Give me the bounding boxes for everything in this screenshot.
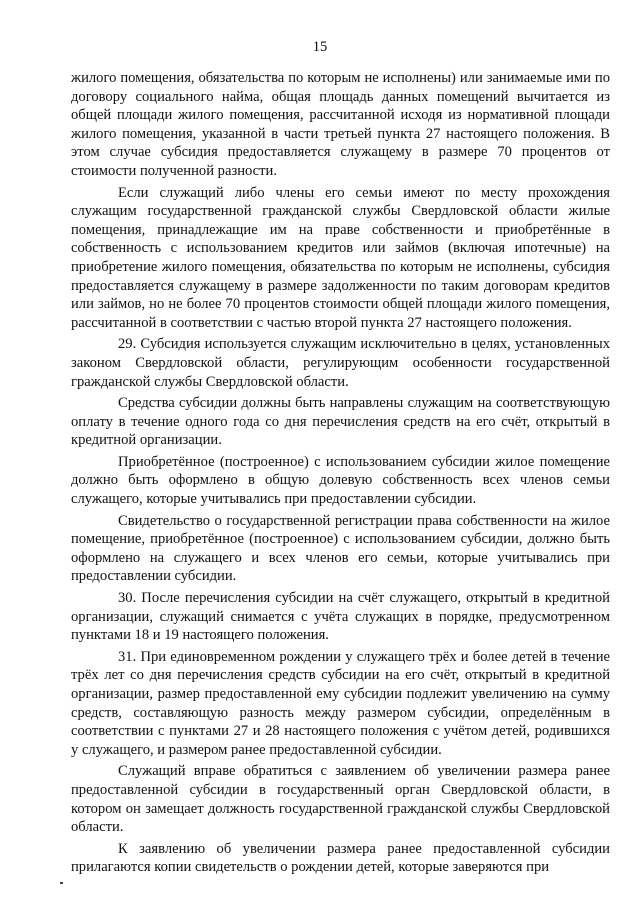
paragraph-subsidy-deadline: Средства субсидии должны быть направлены служащим на соответствующую оплату в течение одного года со дня перечисления средств на его счёт, открытый в кредитной организации. [71, 395, 610, 449]
paragraph-clause-30: 30. После перечисления субсидии на счёт служащего, открытый в кредитной организации, служащий снимается с учёта служащих в порядке, предусмотренном пунктами 18 и 19 настоящего положения. [71, 590, 610, 644]
page-number: 15 [312, 39, 328, 55]
paragraph-clause-31: 31. При единовременном рождении у служащего трёх и более детей в течение трёх лет со дня перечисления средств субсидии на его счёт, открытый в кредитной организации, размер предоставленной ему субсидии подлежит увеличению на сумму средств, составляющую разность между размером субсидии, определённым в соответствии с пунктами 27 и 28 настоящего положения с учётом детей, родившихся у служащего, и размером ранее предоставленной субсидии. [71, 648, 610, 758]
paragraph-clause-29: 29. Субсидия используется служащим исключительно в целях, установленных законом Свердловской области, регулирующим особенности государственной гражданской службы Свердловской области. [71, 336, 610, 390]
paragraph-continuation: жилого помещения, обязательства по которым не исполнены) или занимаемые ими по договору социального найма, общая площадь данных помещений вычитается из общей площади жилого помещения, рассчитанной исходя из нормативной площади жилого помещения, указанной в части третьей пункта 27 настоящего положения. В этом случае субсидия предоставляется служащему в размере 70 процентов от стоимости полученной разности. [71, 70, 610, 179]
paragraph-shared-ownership: Приобретённое (построенное) с использованием субсидии жилое помещение должно быть оформлено в общую долевую собственность всех членов семьи служащего, которые учитывались при предоставлении субсидии. [71, 453, 610, 508]
scan-artifact [60, 882, 63, 884]
paragraph-application-attachments: К заявлению об увеличении размера ранее предоставленной субсидии прилагаются копии свидетельств о рождении детей, которые заверяются при [71, 840, 610, 876]
paragraph-application-right: Служащий вправе обратиться с заявлением об увеличении размера ранее предоставленной субсидии в государственный орган Свердловской области, в котором он замещает должность государственной гражданской службы Свердловской области. [71, 763, 610, 836]
paragraph-subsidy-mortgage: Если служащий либо члены его семьи имеют по месту прохождения служащим государственной гражданской службы Свердловской области жилые помещения, принадлежащие им на праве собственности и приобретённые в собственность с использованием кредитов или займов (включая ипотечные) на приобретение жилого помещения, обязательства по которым не исполнены, субсидия предоставляется служащему в размере задолженности по таким договорам кредитов или займов, но не более 70 процентов стоимости общей площади жилого помещения, рассчитанной в соответствии с частью второй пункта 27 настоящего положения. [71, 184, 610, 331]
document-body [71, 69, 610, 877]
paragraph-registration-certificate: Свидетельство о государственной регистрации права собственности на жилое помещение, приобретённое (построенное) с использованием субсидии, должно быть оформлено на служащего и всех членов его семьи, которые учитывались при предоставлении субсидии. [71, 512, 610, 585]
